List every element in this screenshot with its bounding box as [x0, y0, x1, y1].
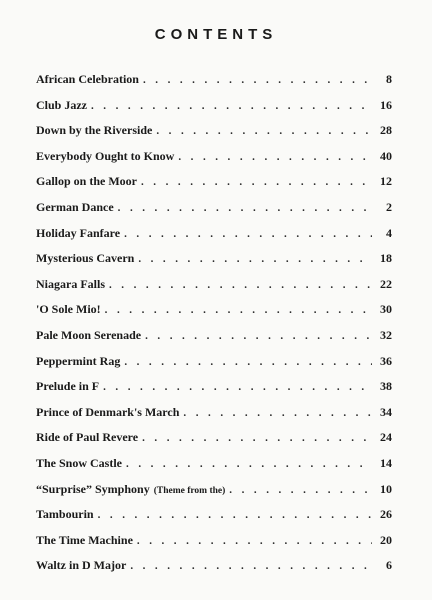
toc-entry-page-number: 36	[380, 353, 392, 368]
dot-leader	[138, 253, 372, 265]
toc-entry-title: Niagara Falls	[36, 276, 105, 291]
toc-entry	[36, 123, 392, 149]
toc-entry-page-number: 8	[386, 72, 392, 86]
dot-leader	[130, 560, 372, 572]
dot-leader	[91, 100, 372, 112]
toc-entry-title: Everybody Ought to Know	[36, 148, 175, 163]
toc-entry-title: Prelude in F	[36, 379, 100, 394]
toc-entry	[36, 200, 392, 226]
toc-entry	[36, 482, 392, 508]
dot-leader	[124, 356, 372, 368]
dot-leader	[103, 381, 372, 393]
toc-entry-page-number: 40	[380, 148, 392, 163]
toc-entry-title: Gallop on the Moor	[36, 174, 137, 189]
dot-leader	[178, 151, 372, 163]
toc-entry	[36, 456, 392, 482]
toc-entry-page-number: 38	[380, 379, 392, 394]
toc-entry	[36, 328, 392, 354]
dot-leader	[143, 74, 372, 86]
toc-entry-title: Ride of Paul Revere	[36, 430, 139, 445]
dot-leader	[124, 228, 372, 240]
toc-entry-page-number: 16	[380, 97, 392, 112]
toc-entry-page-number: 30	[380, 302, 392, 317]
toc-entry	[36, 430, 392, 456]
toc-entry	[36, 98, 392, 124]
toc-entry-title: “Surprise” Symphony	[36, 481, 150, 496]
toc-entry-title: The Snow Castle	[36, 455, 123, 470]
dot-leader	[109, 279, 372, 291]
dot-leader	[229, 484, 372, 496]
toc-entry	[36, 226, 392, 252]
toc-entry-page-number: 4	[386, 225, 392, 240]
toc-entry	[36, 149, 392, 175]
toc-entry-page-number: 14	[380, 455, 392, 470]
toc-entry-title: 'O Sole Mio!	[36, 302, 101, 317]
toc-entry-page-number: 20	[380, 532, 392, 547]
toc-entry	[36, 302, 392, 328]
toc-entry-title: Holiday Fanfare	[36, 225, 121, 240]
toc-entry-title: Peppermint Rag	[36, 353, 121, 368]
toc-entry-title: Pale Moon Serenade	[36, 327, 142, 342]
toc-entry	[36, 533, 392, 559]
toc-entry	[36, 72, 392, 98]
toc-entry-title: Prince of Denmark's March	[36, 404, 180, 419]
toc-entry	[36, 251, 392, 277]
dot-leader	[183, 407, 372, 419]
toc-entry-page-number: 10	[380, 481, 392, 496]
dot-leader	[137, 535, 372, 547]
toc-entry-page-number: 6	[386, 558, 392, 573]
dot-leader	[126, 458, 372, 470]
toc-entry-title: African Celebration	[36, 72, 139, 86]
toc-entry-page-number: 34	[380, 404, 392, 419]
toc-entry-title: Club Jazz	[36, 97, 87, 112]
toc-entry	[36, 379, 392, 405]
toc-entry-page-number: 24	[380, 430, 392, 445]
dot-leader	[141, 176, 372, 188]
toc-entry-page-number: 2	[386, 199, 392, 214]
toc-entry-page-number: 26	[380, 507, 392, 522]
dot-leader	[98, 509, 372, 521]
dot-leader	[156, 125, 372, 137]
page-title: CONTENTS	[154, 26, 278, 43]
toc-entry-page-number: 28	[380, 123, 392, 138]
toc-entry	[36, 354, 392, 380]
toc-entry-title: Waltz in D Major	[36, 558, 127, 573]
toc-entry-title: Down by the Riverside	[36, 123, 153, 138]
dot-leader	[145, 330, 372, 342]
toc-entry	[36, 405, 392, 431]
dot-leader	[142, 432, 372, 444]
toc-entry	[36, 558, 392, 584]
table-of-contents	[36, 72, 392, 584]
toc-entry-title: Tambourin	[36, 507, 94, 522]
toc-entry	[36, 277, 392, 303]
toc-entry-page-number: 22	[380, 276, 392, 291]
toc-entry-page-number: 18	[380, 251, 392, 266]
dot-leader	[118, 202, 372, 214]
toc-entry-page-number: 12	[380, 174, 392, 189]
toc-entry-title: The Time Machine	[36, 532, 133, 547]
toc-entry	[36, 174, 392, 200]
toc-entry-title: German Dance	[36, 199, 114, 214]
toc-entry-subtitle: (Theme from the)	[153, 485, 226, 496]
toc-entry-title: Mysterious Cavern	[36, 251, 135, 266]
toc-entry-page-number: 32	[380, 327, 392, 342]
toc-entry	[36, 507, 392, 533]
dot-leader	[105, 304, 372, 316]
